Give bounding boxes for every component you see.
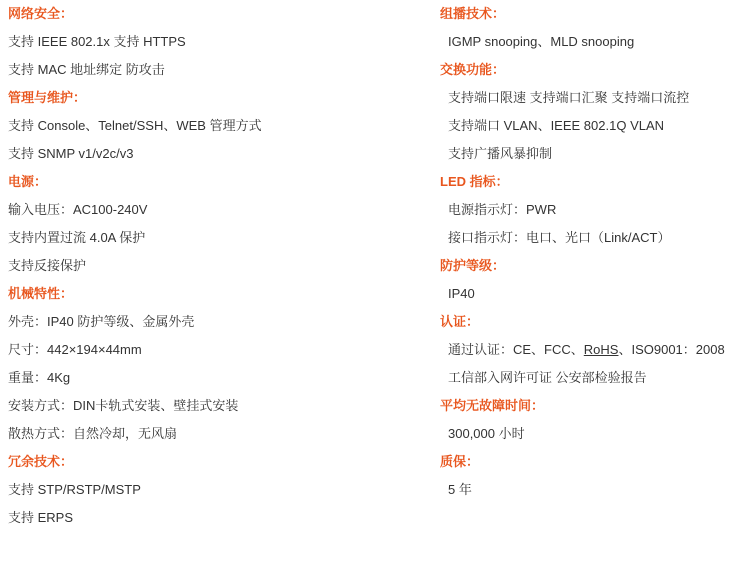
spec-line: 支持 ERPS bbox=[8, 510, 74, 525]
spec-group-title: 防护等级： bbox=[440, 258, 506, 273]
spec-line: 支持 MAC 地址绑定 防攻击 bbox=[8, 62, 165, 77]
spec-group-management bbox=[8, 84, 428, 168]
spec-line: 支持内置过流 4.0A 保护 bbox=[8, 230, 146, 245]
spec-group-switching bbox=[440, 56, 734, 168]
spec-group-title: 电源： bbox=[8, 174, 48, 189]
spec-group-title: 平均无故障时间： bbox=[440, 398, 545, 413]
spec-group-title: 机械特性： bbox=[8, 286, 74, 301]
spec-group-redundancy bbox=[8, 448, 428, 532]
spec-line: 支持 IEEE 802.1x 支持 HTTPS bbox=[8, 34, 186, 49]
spec-group-mtbf bbox=[440, 392, 734, 448]
spec-group-multicast bbox=[440, 0, 734, 56]
spec-group-title: 组播技术： bbox=[440, 6, 506, 21]
spec-column-right bbox=[440, 0, 734, 504]
spec-line: 外壳：IP40 防护等级、金属外壳 bbox=[8, 314, 195, 329]
spec-line: 尺寸：442×194×44mm bbox=[8, 342, 142, 357]
spec-group-title: 质保： bbox=[440, 454, 480, 469]
spec-group-warranty bbox=[440, 448, 734, 504]
spec-group-title: 网络安全： bbox=[8, 6, 74, 21]
spec-line: IP40 bbox=[448, 286, 475, 301]
spec-line: 5 年 bbox=[448, 482, 472, 497]
spec-group-led bbox=[440, 168, 734, 252]
spec-line: 支持 STP/RSTP/MSTP bbox=[8, 482, 141, 497]
spec-line: 支持广播风暴抑制 bbox=[448, 146, 553, 161]
certification-rohs: RoHS bbox=[583, 342, 619, 357]
spec-group-title: 管理与维护： bbox=[8, 90, 87, 105]
spec-line: 支持反接保护 bbox=[8, 258, 87, 273]
spec-line: 工信部入网许可证 公安部检验报告 bbox=[448, 370, 647, 385]
spec-line: 接口指示灯：电口、光口（Link/ACT） bbox=[448, 230, 671, 245]
spec-line: 电源指示灯：PWR bbox=[448, 202, 557, 217]
spec-line: 支持 SNMP v1/v2c/v3 bbox=[8, 146, 134, 161]
spec-group-title: LED 指标： bbox=[440, 174, 509, 189]
spec-column-left bbox=[8, 0, 428, 532]
spec-group-network-security bbox=[8, 0, 428, 84]
spec-line: 通过认证：CE、FCC、RoHS、ISO9001：2008 bbox=[448, 342, 725, 357]
spec-line: 支持端口 VLAN、IEEE 802.1Q VLAN bbox=[448, 118, 665, 133]
spec-line: 安装方式：DIN卡轨式安装、壁挂式安装 bbox=[8, 398, 239, 413]
spec-group-title: 冗余技术： bbox=[8, 454, 74, 469]
spec-line: 输入电压：AC100-240V bbox=[8, 202, 148, 217]
spec-line: 支持 Console、Telnet/SSH、WEB 管理方式 bbox=[8, 118, 262, 133]
spec-group-ingress-protection bbox=[440, 252, 734, 308]
spec-group-mechanical bbox=[8, 280, 428, 448]
spec-group-certification bbox=[440, 308, 734, 392]
spec-line: 支持端口限速 支持端口汇聚 支持端口流控 bbox=[448, 90, 690, 105]
spec-group-title: 交换功能： bbox=[440, 62, 506, 77]
spec-line: IGMP snooping、MLD snooping bbox=[448, 34, 635, 49]
spec-line: 散热方式：自然冷却，无风扇 bbox=[8, 426, 178, 441]
spec-line: 300,000 小时 bbox=[448, 426, 525, 441]
spec-line: 重量：4Kg bbox=[8, 370, 71, 385]
spec-group-title: 认证： bbox=[440, 314, 480, 329]
spec-group-power bbox=[8, 168, 428, 280]
